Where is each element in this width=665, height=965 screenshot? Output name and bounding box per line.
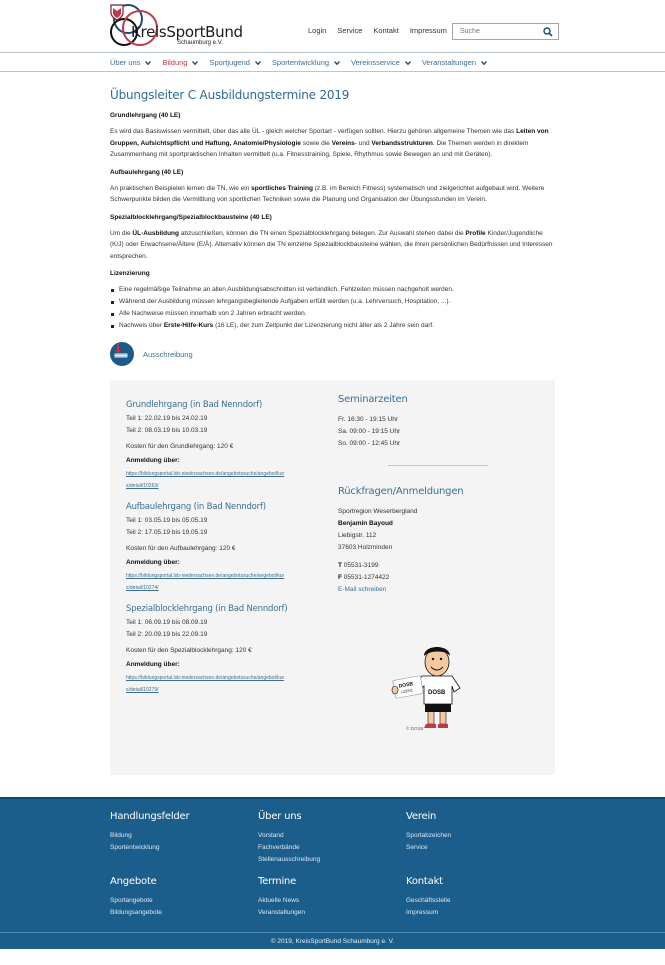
bold-text: Profile xyxy=(465,229,486,237)
nav-item-label: Über uns xyxy=(110,58,141,67)
chevron-down-icon[interactable] xyxy=(481,60,487,66)
card-brand: DOSB xyxy=(398,681,414,690)
logo-subtitle: Schaumburg e.V. xyxy=(177,40,223,46)
course-cost: Kosten für den Spezialblocklehrgang: 120 € xyxy=(126,647,252,654)
nav-item-sportjugend[interactable] xyxy=(209,58,260,67)
seminar-times-title: Seminarzeiten xyxy=(338,394,408,405)
footer-link[interactable]: Impressum xyxy=(406,909,439,916)
spezialblock-description xyxy=(110,228,555,263)
site-logo[interactable] xyxy=(110,4,250,48)
grundlehrgang-description xyxy=(110,126,555,161)
footer-column xyxy=(110,811,250,854)
bold-text: Vereins xyxy=(331,139,355,147)
course-part-2: Teil 2: 20.09.19 bis 22.09.19 xyxy=(126,631,208,638)
nav-item-label: Sportjugend xyxy=(209,58,250,67)
contact-title: Rückfragen/Anmeldungen xyxy=(338,486,464,497)
footer-column-title: Kontakt xyxy=(406,876,443,887)
bold-text: Verbandsstrukturen xyxy=(371,139,433,147)
footer-link[interactable]: Stellenausschreibung xyxy=(258,856,321,863)
bold-text: ÜL-Ausbildung xyxy=(132,229,179,237)
divider xyxy=(388,465,488,466)
registration-link[interactable]: https://bildungsportal.lsb-niedersachsen.de/angebotssuche/angebot/kurs/detail/10263/ xyxy=(126,471,285,489)
footer-column-title: Verein xyxy=(406,811,437,822)
footer-link[interactable]: Aktuelle News xyxy=(258,897,300,904)
footer-column xyxy=(258,811,398,866)
bold-text: Leiten von Gruppen, Aufsichtspflicht und Haftung, Anatomie/Physiologie xyxy=(110,128,549,147)
bold-text: sportliches Training xyxy=(251,184,313,192)
impressum-link[interactable]: Impressum xyxy=(409,26,447,35)
dosb-mascot-image xyxy=(390,642,470,732)
course-part-2: Teil 2: 17.05.19 bis 19.05.19 xyxy=(126,529,208,536)
chevron-down-icon[interactable] xyxy=(255,60,261,66)
course-info-box xyxy=(110,380,555,775)
contact-person-name: Benjamin Bayoud xyxy=(338,520,393,527)
fax-label: F xyxy=(338,574,342,581)
text: Nachweis über xyxy=(119,322,164,329)
ausschreibung-download[interactable] xyxy=(110,342,555,366)
dosb-copyright: © DOSB xyxy=(406,726,424,731)
footer-link[interactable]: Bildung xyxy=(110,832,132,839)
list-item: Eine regelmäßige Teilnahme an allen Ausbildungsabschnitten ist verbindlich. Fehlzeiten müssen nachgeholt werden. xyxy=(110,284,555,296)
nav-item-vereinsservice[interactable] xyxy=(351,58,411,67)
text: . Die Themen werden in direktem Zusammenhang mit sportpraktischen Inhalten vermittelt (u.a. Fitnesstraining, Spiele, Rhythmus sowie Bewegen an und mit Geräten). xyxy=(110,139,529,158)
nav-item-label: Veranstaltungen xyxy=(421,58,477,67)
list-item: Während der Ausbildung müssen lehrgangsbegleitende Aufgaben erfüllt werden (u.a. Lehrversuch, Hospitation, ...). xyxy=(110,296,555,308)
main-content xyxy=(110,72,555,775)
text: (16 LE), der zum Zeitpunkt der Lizenzierung nicht älter als 2 Jahre sein darf. xyxy=(213,322,435,329)
ausschreibung-link[interactable]: Ausschreibung xyxy=(143,349,193,359)
site-footer xyxy=(0,797,665,949)
shield-icon xyxy=(110,4,124,21)
nav-item-label: Sportentwicklung xyxy=(271,58,330,67)
footer-column xyxy=(258,876,398,919)
nav-item-über-uns[interactable] xyxy=(110,58,151,67)
course-part-2: Teil 2: 08.03.19 bis 10.03.19 xyxy=(126,427,208,434)
course-title: Grundlehrgang (in Bad Nenndorf) xyxy=(126,400,263,410)
search-icon[interactable] xyxy=(543,27,553,37)
download-document-icon[interactable] xyxy=(110,342,134,366)
nav-item-label: Bildung xyxy=(162,58,188,67)
lizenzierung-list xyxy=(110,284,555,332)
text: - und xyxy=(354,139,372,147)
course-title: Aufbaulehrgang (in Bad Nenndorf) xyxy=(126,502,266,512)
footer-link[interactable]: Sportabzeichen xyxy=(406,832,452,839)
nav-item-sportentwicklung[interactable] xyxy=(272,58,340,67)
section-heading-spezialblock: Spezialblocklehrgang/Spezialblockbausteine (40 LE) xyxy=(110,213,272,221)
logo-name: KreisSportBund xyxy=(131,23,243,41)
course-block xyxy=(126,604,326,696)
nav-item-label: Vereinsservice xyxy=(351,58,400,67)
course-part-1: Teil 1: 03.05.19 bis 05.05.19 xyxy=(126,517,208,524)
course-part-1: Teil 1: 22.02.19 bis 24.02.19 xyxy=(126,415,208,422)
footer-link[interactable]: Sportangebote xyxy=(110,897,153,904)
kontakt-link[interactable]: Kontakt xyxy=(373,26,399,35)
list-item: Alle Nachweise müssen innerhalb von 2 Jahren erbracht werden. xyxy=(110,308,555,320)
contact-phone[interactable] xyxy=(338,560,538,572)
footer-column xyxy=(110,876,250,919)
registration-label: Anmeldung über: xyxy=(126,457,180,464)
registration-link[interactable]: https://bildungsportal.lsb-niedersachsen.de/angebotssuche/angebot/kurs/detail/10274/ xyxy=(126,573,285,591)
footer-link[interactable]: Geschäftsstelle xyxy=(406,897,451,904)
registration-label: Anmeldung über: xyxy=(126,661,180,668)
text: Kinder/Jugendliche (K/J) oder Erwachsene/Ältere (E/Ä). Alternativ können die TN einzelne Spezialblockbausteine wählen, die ihren persönlichen Bedürfnissen und Interessen entsprechen. xyxy=(110,229,553,260)
nav-item-veranstaltungen[interactable] xyxy=(422,58,487,67)
section-heading-aufbaulehrgang: Aufbaulehrgang (40 LE) xyxy=(110,168,184,176)
contact-street: Liebigstr. 112 xyxy=(338,532,377,539)
footer-column-title: Über uns xyxy=(258,811,302,822)
section-heading-lizenzierung: Lizenzierung xyxy=(110,270,150,277)
chevron-down-icon[interactable] xyxy=(405,60,411,66)
email-link[interactable]: E-Mail schreiben xyxy=(338,586,387,593)
phone-number: 05531-3199 xyxy=(343,562,379,569)
shirt-text: DOSB xyxy=(428,690,446,696)
course-part-1: Teil 1: 06.09.19 bis 08.09.19 xyxy=(126,619,208,626)
contact-fax xyxy=(338,572,538,584)
footer-column xyxy=(406,811,546,854)
info-column xyxy=(338,394,538,596)
list-item xyxy=(110,320,555,332)
footer-link[interactable]: Sportentwicklung xyxy=(110,844,160,851)
seminar-time: Sa. 09:00 - 19:15 Uhr xyxy=(338,428,401,435)
bold-text: Erste-Hilfe-Kurs xyxy=(163,322,214,329)
course-cost: Kosten für den Grundlehrgang: 120 € xyxy=(126,443,234,450)
search-box xyxy=(452,23,559,40)
text: abzuschließen, können die TN einen Spezialblocklehrgang belegen. Zur Auswahl stehen dabei die xyxy=(178,229,466,237)
fax-number: 05531-1274422 xyxy=(343,574,390,581)
course-title: Spezialblocklehrgang (in Bad Nenndorf) xyxy=(126,604,288,614)
footer-link[interactable]: Bildungsangebote xyxy=(110,909,163,916)
nav-item-bildung[interactable] xyxy=(162,58,198,67)
footer-link[interactable]: Veranstaltungen xyxy=(258,909,305,916)
course-block xyxy=(126,502,326,594)
contact-city: 37603 Holzminden xyxy=(338,544,393,551)
site-header xyxy=(0,0,665,52)
chevron-down-icon[interactable] xyxy=(334,60,340,66)
section-heading-grundlehrgang: Grundlehrgang (40 LE) xyxy=(110,112,181,119)
text: (z.B. im Bereich Fitness) systematisch und zielgerichtet aufgebaut wird. Weitere Schwerpunkte bilden die Vermittlung von sportlichen Techniken sowie die Planung und Organisation der Übungsstunden im Verein. xyxy=(110,184,545,203)
course-cost: Kosten für den Aufbaulehrgang: 120 € xyxy=(126,545,236,552)
footer-link[interactable]: Fachverbände xyxy=(258,844,300,851)
footer-column-title: Handlungsfelder xyxy=(110,811,190,822)
text: sowie die xyxy=(300,139,332,147)
search-input[interactable] xyxy=(453,24,538,39)
phone-label: T xyxy=(338,562,342,569)
contact-org: Sportregion Weserbergland xyxy=(338,508,418,515)
footer-link[interactable]: Service xyxy=(406,844,428,851)
registration-link[interactable]: https://bildungsportal.lsb-niedersachsen.de/angebotssuche/angebot/kurs/detail/10279/ xyxy=(126,675,285,693)
footer-column xyxy=(406,876,546,919)
text: Um die xyxy=(110,229,133,237)
seminar-time: Fr. 16:30 - 19:15 Uhr xyxy=(338,416,398,423)
footer-copyright: © 2019, KreisSportBund Schaumburg e. V. xyxy=(0,932,665,951)
main-navigation xyxy=(0,52,665,72)
text: An praktischen Beispielen lernen die TN, wie ein xyxy=(110,184,252,192)
footer-column-title: Angebote xyxy=(110,876,157,887)
chevron-down-icon[interactable] xyxy=(192,60,198,66)
course-list xyxy=(126,400,326,706)
contact-person xyxy=(338,518,538,530)
page-title: Übungsleiter C Ausbildungstermine 2019 xyxy=(110,88,350,102)
seminar-time: So. 09:00 - 12:45 Uhr xyxy=(338,440,401,447)
aufbaulehrgang-description xyxy=(110,183,555,206)
footer-column-title: Termine xyxy=(258,876,297,887)
card-text: LIZENZ xyxy=(400,688,414,695)
service-link[interactable]: Service xyxy=(337,26,363,35)
course-block xyxy=(126,400,326,492)
top-navigation xyxy=(308,26,447,35)
login-link[interactable]: Login xyxy=(308,26,327,35)
registration-label: Anmeldung über: xyxy=(126,559,180,566)
footer-link[interactable]: Vorstand xyxy=(258,832,284,839)
chevron-down-icon[interactable] xyxy=(145,60,151,66)
text: Es wird das Basiswissen vermittelt, über das alle ÜL - gleich welcher Sportart - verfügen sollten. Hierzu gehören allgemeine Themen wie das xyxy=(110,128,517,135)
